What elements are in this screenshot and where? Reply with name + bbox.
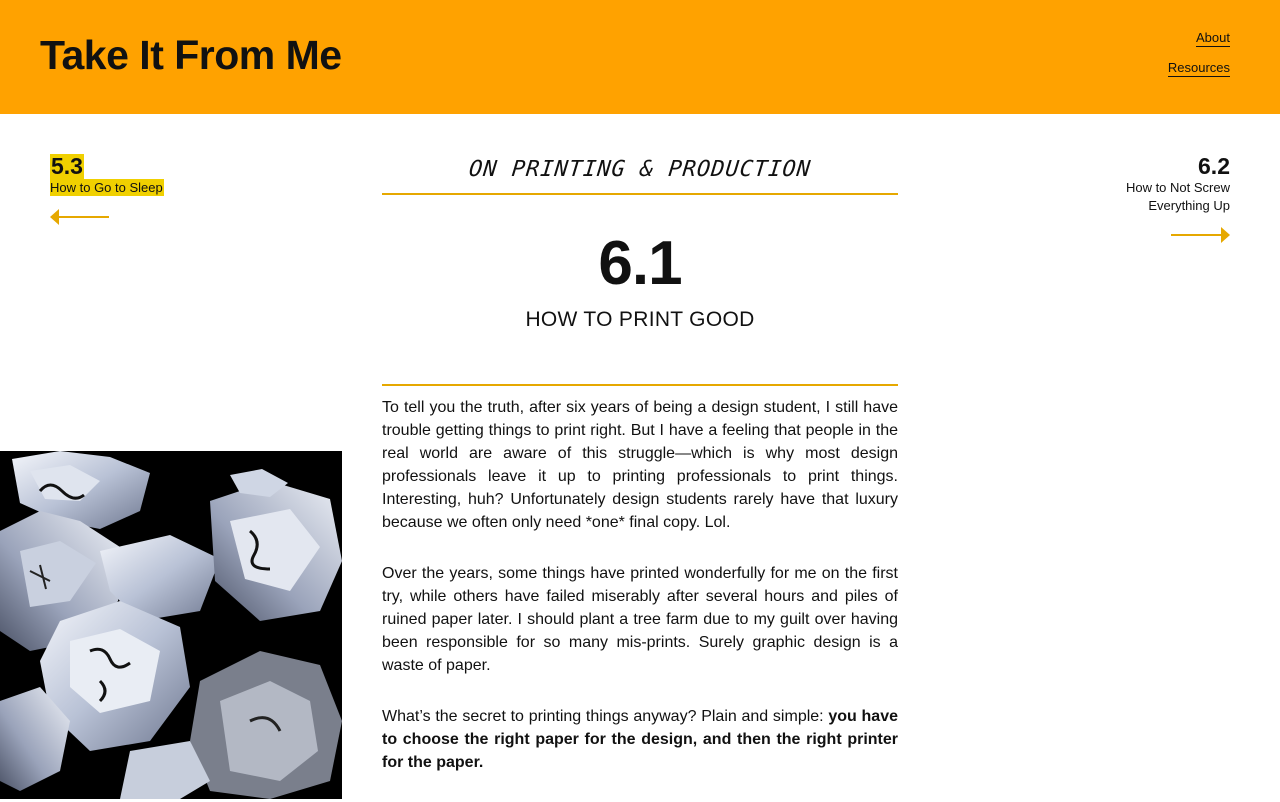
- divider: [382, 384, 898, 386]
- crumpled-paper-image: [0, 451, 342, 799]
- nav-resources-link[interactable]: Resources: [1167, 60, 1230, 75]
- section-label-text: ON PRINTING & PRODUCTION: [467, 157, 813, 182]
- prev-chapter-number: 5.3: [51, 153, 83, 179]
- article-text: What’s the secret to printing things anyway? Plain and simple:: [382, 708, 829, 725]
- nav-about-link[interactable]: About: [1196, 30, 1230, 45]
- article-body: [382, 396, 898, 802]
- next-chapter-title: How to Not Screw Everything Up: [1125, 180, 1230, 213]
- main-nav: [1168, 30, 1230, 90]
- prev-chapter-link[interactable]: [50, 154, 164, 196]
- arrow-left-icon: [50, 208, 110, 226]
- article-paragraph: [382, 705, 898, 774]
- site-header: [0, 0, 1280, 114]
- chapter-number: 6.1: [598, 229, 682, 298]
- chapter-title: HOW TO PRINT GOOD: [525, 308, 755, 331]
- crumpled-paper-illustration: [0, 451, 342, 799]
- arrow-right-icon: [1170, 226, 1230, 244]
- prev-chapter-title: How to Go to Sleep: [50, 180, 163, 195]
- next-chapter-link[interactable]: [1110, 154, 1230, 215]
- article-emphasis: you have to choose the right paper for the design, and then the right printer for the paper.: [382, 708, 899, 771]
- site-title[interactable]: Take It From Me: [40, 32, 342, 78]
- article-paragraph: Over the years, some things have printed wonderfully for me on the first try, while others have failed miserably after several hours and piles of ruined paper later. I should plant a tree farm due to my guilt over having been responsible for so many mis-prints. Surely graphic design is a waste of paper.: [382, 565, 898, 674]
- next-chapter-number: 6.2: [1198, 153, 1230, 179]
- article-paragraph: To tell you the truth, after six years of being a design student, I still have trouble getting things to print right. But I have a feeling that people in the real world are aware of this struggle—which is why most design professionals leave it up to printing professionals to print things. Interesting, huh? Unfortunately design students rarely have that luxury because we often only need *one* final copy. Lol.: [382, 399, 898, 531]
- section-label: [382, 153, 898, 195]
